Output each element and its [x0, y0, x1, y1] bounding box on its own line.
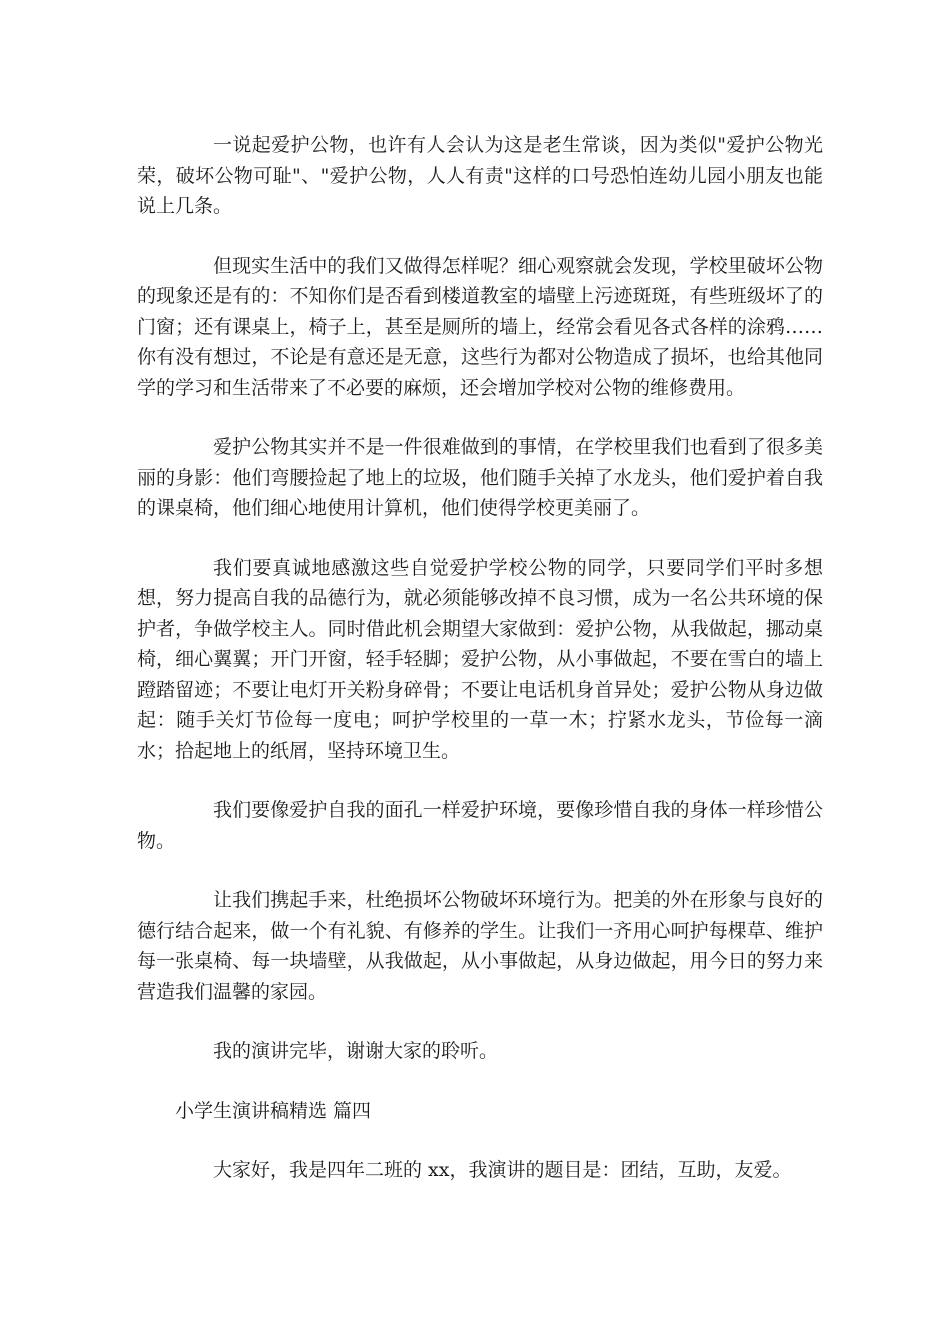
paragraph: 大家好，我是四年二班的 xx，我演讲的题目是：团结，互助，友爱。 [213, 1159, 792, 1181]
document-body [137, 130, 823, 1215]
paragraph: 一说起爱护公物，也许有人会认为这是老生常谈，因为类似"爱护公物光荣，破坏公物可耻"、"爱护公物，人人有责"这样的口号恐怕连幼儿园小朋友也能说上几条。 [137, 134, 823, 217]
paragraph: 我们要像爱护自我的面孔一样爱护环境，要像珍惜自我的身体一样珍惜公物。 [137, 799, 823, 852]
section-heading: 小学生演讲稿精选 篇四 [175, 1099, 372, 1122]
paragraph: 但现实生活中的我们又做得怎样呢？细心观察就会发现，学校里破坏公物的现象还是有的：不知你们是否看到楼道教室的墙壁上污迹斑斑，有些班级坏了的门窗；还有课桌上，椅子上，甚至是厕所的墙上，经常会看见各式各样的涂鸦……你有没有想过，不论是有意还是无意，这些行为都对公物造成了损坏，也给其他同学的学习和生活带来了不必要的麻烦，还会增加学校对公物的维修费用。 [137, 254, 823, 399]
paragraph: 让我们携起手来，杜绝损坏公物破坏环境行为。把美的外在形象与良好的德行结合起来，做一个有礼貌、有修养的学生。让我们一齐用心呵护每棵草、维护每一张桌椅、每一块墙壁，从我做起，从小事做起，从身边做起，用今日的努力来营造我们温馨的家园。 [137, 889, 823, 1003]
paragraph: 爱护公物其实并不是一件很难做到的事情，在学校里我们也看到了很多美丽的身影：他们弯腰捡起了地上的垃圾，他们随手关掉了水龙头，他们爱护着自我的课桌椅，他们细心地使用计算机，他们使得学校更美丽了。 [137, 436, 823, 519]
paragraph: 我们要真诚地感激这些自觉爱护学校公物的同学，只要同学们平时多想想，努力提高自我的品德行为，就必须能够改掉不良习惯，成为一名公共环境的保护者，争做学校主人。同时借此机会期望大家做到：爱护公物，从我做起，挪动桌椅，细心翼翼；开门开窗，轻手轻脚；爱护公物，从小事做起，不要在雪白的墙上蹬踏留迹；不要让电灯开关粉身碎骨；不要让电话机身首异处；爱护公物从身边做起：随手关灯节俭每一度电；呵护学校里的一草一木；拧紧水龙头，节俭每一滴水；拾起地上的纸屑，坚持环境卫生。 [137, 556, 823, 762]
paragraph: 我的演讲完毕，谢谢大家的聆听。 [213, 1040, 499, 1062]
